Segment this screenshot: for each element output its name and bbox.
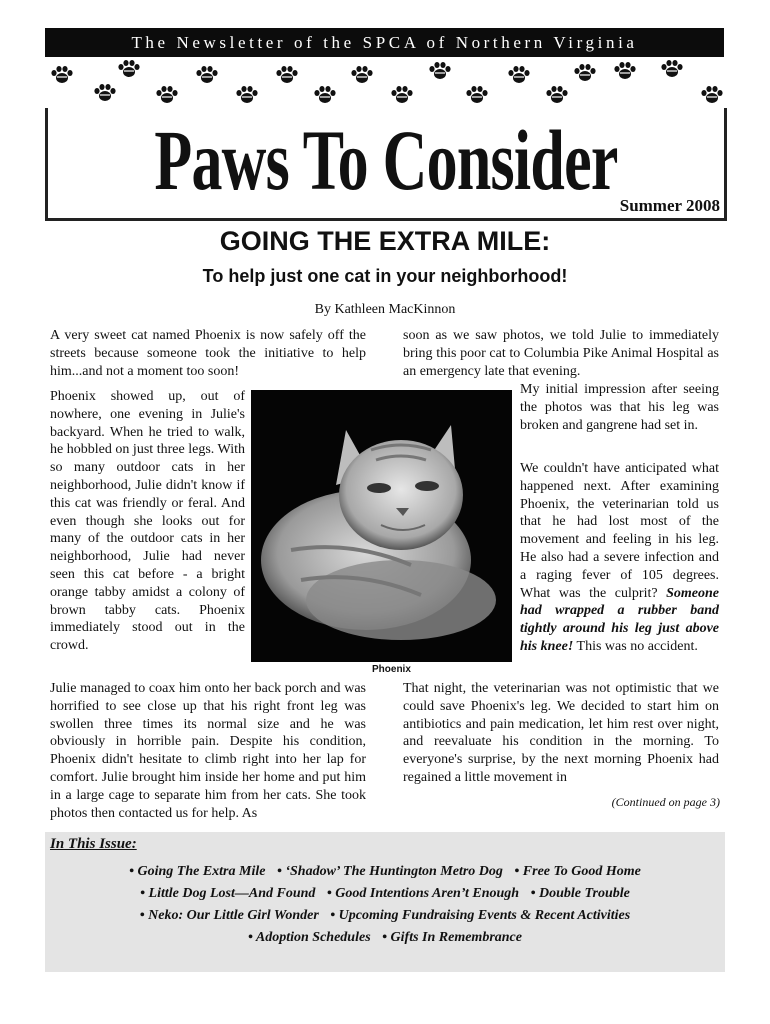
paw-print-icon	[507, 65, 531, 85]
paw-print-row	[45, 57, 725, 109]
issue-line-3	[45, 908, 725, 924]
paragraph-6-emphasis: Someone had wrapped a rubber band tightly around his leg just above his knee!	[520, 585, 719, 654]
issue-item: • Adoption Schedules	[248, 930, 371, 945]
paw-print-icon	[313, 85, 337, 105]
article-subheadline: To help just one cat in your neighborhood!	[202, 266, 568, 286]
issue-line-4	[45, 930, 725, 946]
paw-print-icon	[573, 63, 597, 83]
newsletter-banner: The Newsletter of the SPCA of Northern Virginia	[45, 28, 724, 57]
issue-item: • Going The Extra Mile	[129, 864, 266, 879]
phoenix-photo	[251, 390, 512, 662]
paw-print-icon	[613, 61, 637, 81]
paw-print-icon	[350, 65, 374, 85]
paw-print-icon	[428, 61, 452, 81]
issue-item: • Good Intentions Aren’t Enough	[326, 886, 520, 901]
paw-print-icon	[275, 65, 299, 85]
paw-print-icon	[545, 85, 569, 105]
newsletter-title: Paws To Consider	[154, 112, 618, 208]
paw-print-icon	[93, 83, 117, 103]
paragraph-5: My initial impression after seeing the photos was that his leg was broken and gangrene had set in.	[520, 382, 719, 433]
paragraph-4: soon as we saw photos, we told Julie to immediately bring this poor cat to Columbia Pike Animal Hospital as an emergency late that evening.	[403, 328, 719, 379]
issue-item: • Gifts In Remembrance	[382, 930, 522, 945]
paw-print-icon	[235, 85, 259, 105]
issue-item: • Double Trouble	[530, 886, 630, 901]
paw-print-icon	[465, 85, 489, 105]
cat-photo-icon	[251, 390, 512, 662]
paw-print-icon	[117, 59, 141, 79]
continued-note: (Continued on page 3)	[611, 795, 720, 809]
paw-print-icon	[195, 65, 219, 85]
paw-print-icon	[660, 59, 684, 79]
issue-item: • Upcoming Fundraising Events & Recent Activities	[330, 908, 631, 923]
issue-line-1	[45, 864, 725, 880]
paragraph-2: Phoenix showed up, out of nowhere, one evening in Julie's backyard. When he tried to walk, he hobbled on just three legs. With so many outdoor cats in her neighborhood, Julie didn't know if this cat was friendly or feral. And even though she looks out for many of the outdoor cats in her neighborhood, Julie had never seen this cat before - a bright orange tabby amidst a colony of brown tabby cats. Phoenix immediately stood out in the crowd.	[50, 389, 245, 654]
paragraph-6-text-c: This was no accident.	[573, 638, 698, 654]
issue-item: • Little Dog Lost—And Found	[140, 886, 316, 901]
masthead	[45, 108, 727, 221]
issue-date: Summer 2008	[619, 196, 720, 215]
paragraph-3: Julie managed to coax him onto her back porch and was horrified to see close up that his right front leg was swollen three times its normal size and he was obviously in horrible pain. Despite his condition, Phoenix didn't hesitate to climb right into her lap for comfort. Julie brought him inside her home and put him in a large cage to separate him from her cats. She took photos then contacted us for help. As	[50, 681, 366, 821]
paw-print-icon	[155, 85, 179, 105]
paragraph-7: That night, the veterinarian was not optimistic that we could save Phoenix's leg. We decided to start him on antibiotics and pain medication, let him rest over night, and reevaluate his condition in the morning. To everyone's surprise, by the next morning Phoenix had regained a little movement in	[403, 681, 719, 785]
issue-item: • ‘Shadow’ The Huntington Metro Dog	[276, 864, 503, 879]
paragraph-6	[520, 460, 719, 656]
photo-caption: Phoenix	[372, 664, 411, 675]
issue-item: • Free To Good Home	[514, 864, 641, 879]
paragraph-6-text-a: We couldn't have anticipated what happened next. After examining Phoenix, the veterinarian told us that he had lost most of the movement and feeling in his leg. He also had a severe infection and a raging fever of 105 degrees. What was the culprit?	[520, 461, 719, 601]
in-this-issue-box	[45, 832, 725, 972]
article-byline: By Kathleen MacKinnon	[314, 302, 456, 317]
issue-item: • Neko: Our Little Girl Wonder	[139, 908, 319, 923]
paw-print-icon	[50, 65, 74, 85]
in-this-issue-title: In This Issue:	[50, 836, 137, 852]
article-headline: GOING THE EXTRA MILE:	[219, 226, 551, 256]
paragraph-1: A very sweet cat named Phoenix is now safely off the streets because someone took the initiative to help him...and not a moment too soon!	[50, 328, 366, 379]
paw-print-icon	[700, 85, 724, 105]
paw-print-icon	[390, 85, 414, 105]
issue-line-2	[45, 886, 725, 902]
